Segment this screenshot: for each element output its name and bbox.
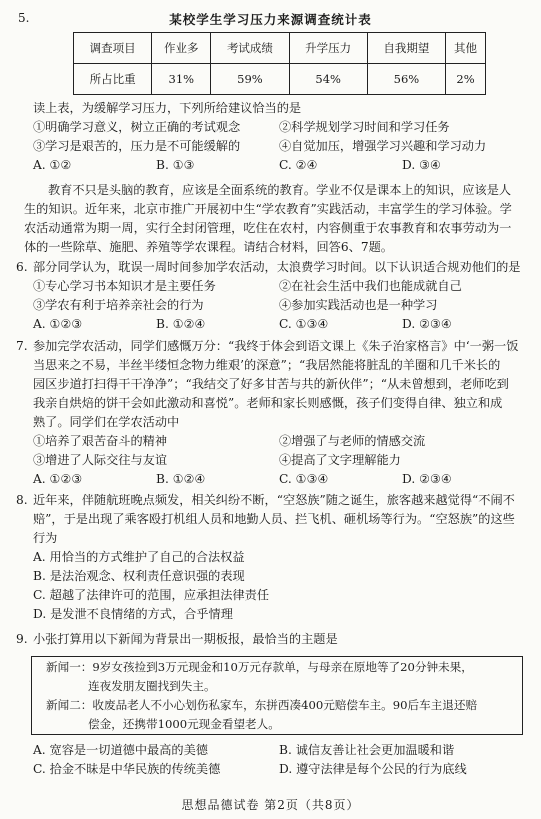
question-stem-line: 近年来，伴随航班晚点频发，相关纠纷不断，“空怒族”随之诞生，旅客越来越觉得“不闹不: [33, 493, 515, 507]
answer-option: D. 是发泄不良情绪的方式，合乎情理: [33, 607, 233, 621]
answer-option: D. 遵守法律是每个公民的行为底线: [279, 762, 467, 776]
answer-option: C. ①③④: [279, 317, 329, 331]
question-7-body: [33, 337, 525, 489]
table-cell: 自我期望: [367, 33, 445, 64]
statement-item: ②在社会生活中我们也能成就自己: [279, 279, 462, 293]
statement-item: ④提高了文字理解能力: [279, 453, 401, 467]
statement-item: ③增进了人际交往与友谊: [33, 453, 168, 467]
question-stem-line: 当思来之不易，半丝半缕恒念物力维艰’的深意”；“我居然能将脏乱的羊圈和几千米长的: [33, 358, 501, 372]
answer-option: C. ②④: [279, 158, 318, 172]
question-8-body: [33, 491, 525, 624]
question-5-number: 5.: [18, 11, 30, 25]
table-header-row: [74, 33, 486, 64]
passage-line: 农活动通常为期一周，实行全封闭管理，吃住在农村，内容侧重于农事教育和农事劳动为一: [24, 221, 512, 235]
question-stem-line: 参加完学农活动，同学们感慨万分：“我终于体会到语文课上《朱子治家格言》中‘一粥一饭: [33, 339, 519, 353]
statement-item: ①明确学习意义，树立正确的考试观念: [33, 120, 241, 134]
question-8-number: 8.: [16, 493, 28, 507]
table-cell: 调查项目: [74, 33, 152, 64]
answer-option: A. ①②③: [33, 472, 83, 486]
question-9-number: 9.: [16, 632, 28, 646]
table-cell: 59%: [211, 64, 289, 95]
table-cell: 54%: [289, 64, 367, 95]
news-line: 连夜发朋友圈找到失主。: [88, 679, 216, 693]
answer-option: A. 用恰当的方式维护了自己的合法权益: [33, 550, 245, 564]
table-cell: 56%: [367, 64, 445, 95]
reading-passage: [24, 181, 529, 257]
table-data-row: [74, 64, 486, 95]
question-stem-line: 赔”，于是出现了乘客殴打机组人员和地勤人员、拦飞机、砸机场等行为。“空怒族”的这些: [33, 512, 515, 526]
question-stem: 部分同学认为，耽误一周时间参加学农活动，太浪费学习时间。以下认识适合规劝他们的是: [33, 260, 521, 274]
news-line: 新闻二：收废品老人不小心划伤私家车，东拼西凑400元赔偿车主。90后车主退还赔: [46, 698, 478, 712]
statement-item: ①专心学习书本知识才是主要任务: [33, 279, 216, 293]
table-cell: 31%: [152, 64, 211, 95]
table-cell: 升学压力: [289, 33, 367, 64]
question-6-body: [33, 258, 525, 334]
statement-item: ②科学规划学习时间和学习任务: [279, 120, 450, 134]
question-stem-line: 熟了。同学们在学农活动中: [33, 415, 180, 429]
table-cell: 2%: [446, 64, 486, 95]
passage-line: 生的知识。近年来，北京市推广开展初中生“学农教育”实践活动，丰富学生的学习体验。学: [24, 202, 512, 216]
passage-line: 教育不只是头脑的教育，应该是全面系统的教育。学业不仅是课本上的知识，应该是人: [48, 183, 512, 197]
answer-option: B. ①②④: [156, 317, 206, 331]
answer-option: D. ③④: [402, 158, 441, 172]
statement-item: ③学习是艰苦的，压力是不可能缓解的: [33, 139, 241, 153]
survey-table: [73, 32, 486, 95]
statement-item: ④自觉加压，增强学习兴趣和学习动力: [279, 139, 487, 153]
question-stem: 小张打算用以下新闻为背景出一期板报，最恰当的主题是: [33, 632, 338, 646]
answer-option: A. 宽容是一切道德中最高的美德: [33, 743, 208, 757]
question-9-options: [33, 741, 525, 779]
answer-option: B. 诚信友善让社会更加温暖和谐: [279, 743, 455, 757]
answer-option: D. ②③④: [402, 317, 452, 331]
question-6-number: 6.: [16, 260, 28, 274]
question-stem-line: 园区步道打扫得干干净净”；“我结交了好多甘苦与共的新伙伴”；“从未曾想到，老师吃到: [33, 377, 509, 391]
table-cell: 所占比重: [74, 64, 152, 95]
statement-item: ②增强了与老师的情感交流: [279, 434, 426, 448]
answer-option: C. 拾金不昧是中华民族的传统美德: [33, 762, 221, 776]
table-title: 某校学生学习压力来源调查统计表: [169, 12, 372, 27]
answer-option: B. ①③: [156, 158, 195, 172]
question-7-number: 7.: [16, 339, 28, 353]
question-stem-line: 行为: [33, 531, 58, 545]
news-box: [31, 656, 523, 735]
question-stem-line: 我亲自烘焙的饼干会如此激动和喜悦”。老师和家长则感慨，孩子们变得自律、独立和成: [33, 396, 503, 410]
table-cell: 其他: [446, 33, 486, 64]
question-9-stem: [33, 630, 525, 649]
table-cell: 作业多: [152, 33, 211, 64]
answer-option: B. ①②④: [156, 472, 206, 486]
statement-item: ④参加实践活动也是一种学习: [279, 298, 438, 312]
question-5-body: [33, 99, 525, 175]
news-line: 新闻一：9岁女孩捡到3万元现金和10万元存款单，与母亲在原地等了20分钟未果，: [46, 660, 473, 674]
statement-item: ③学农有利于培养亲社会的行为: [33, 298, 204, 312]
news-line: 偿金，还携带1000元现金看望老人。: [88, 717, 280, 731]
answer-option: D. ②③④: [402, 472, 452, 486]
statement-item: ①培养了艰苦奋斗的精神: [33, 434, 168, 448]
passage-line: 体的一些除草、施肥、养殖等学农课程。请结合材料，回答6、7题。: [24, 240, 393, 254]
answer-option: A. ①②③: [33, 317, 83, 331]
answer-option: A. ①②: [33, 158, 72, 172]
answer-option: C. ①③④: [279, 472, 329, 486]
table-cell: 考试成绩: [211, 33, 289, 64]
page-footer: 思想品德试卷 第2页（共8页）: [181, 798, 360, 812]
question-stem: 读上表，为缓解学习压力，下列所给建议恰当的是: [33, 101, 302, 115]
answer-option: B. 是法治观念、权利责任意识强的表现: [33, 569, 245, 583]
answer-option: C. 超越了法律许可的范围，应承担法律责任: [33, 588, 270, 602]
